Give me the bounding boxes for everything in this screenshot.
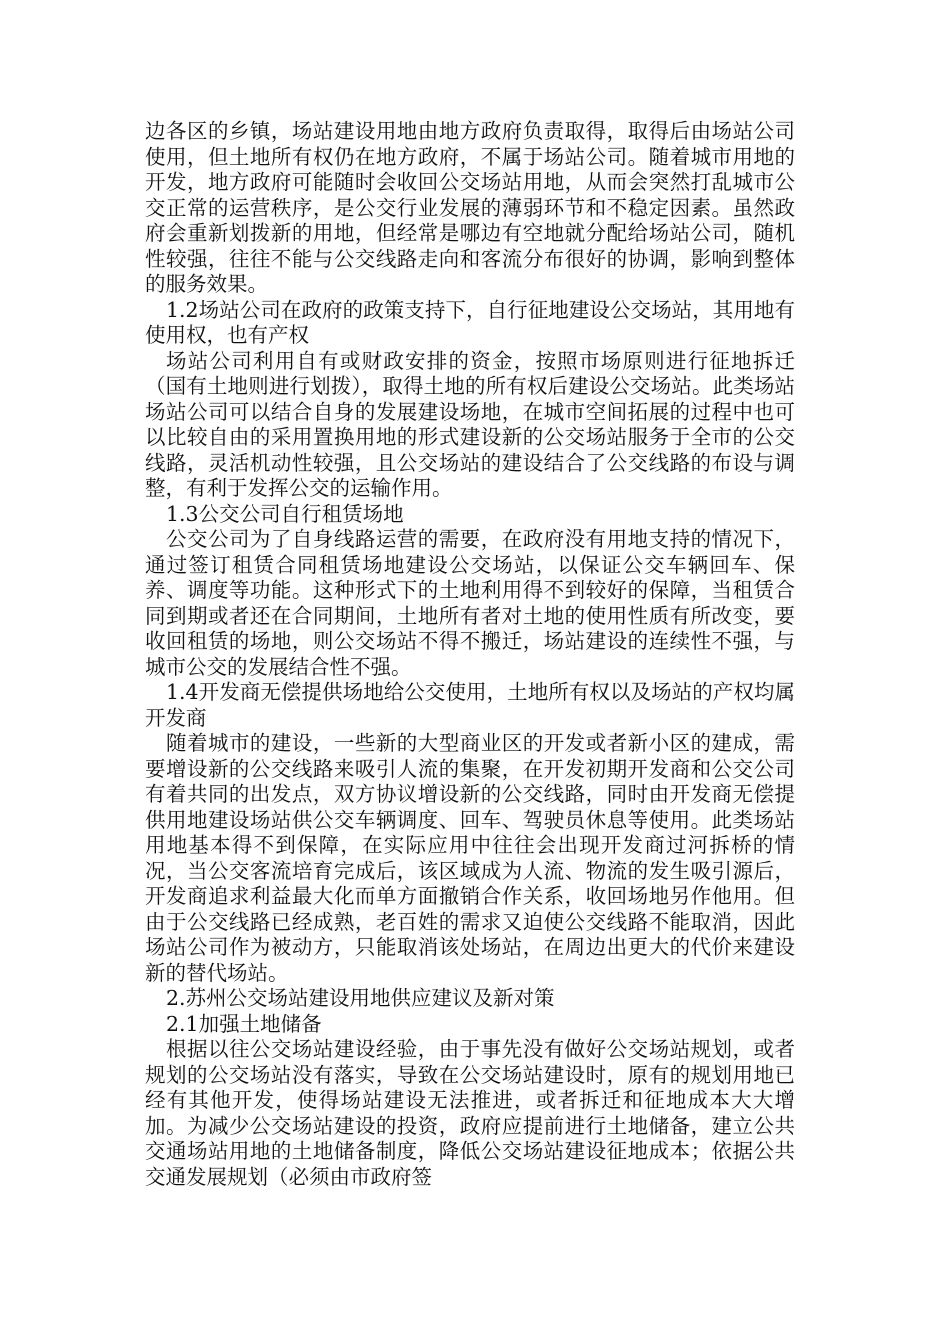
paragraph-1-4-body: 随着城市的建设，一些新的大型商业区的开发或者新小区的建成，需要增设新的公交线路来吸引人流的集聚，在开发初期开发商和公交公司有着共同的出发点，双方协议增设新的公交线路，同时由开发商无偿提供用地建设场站供公交车辆调度、回车、驾驶员休息等使用。此类场站用地基本得不到保障，在实际应用中往往会出现开发商过河拆桥的情况，当公交客流培育完成后，该区域成为人流、物流的发生吸引源后，开发商追求利益最大化而单方面撤销合作关系，收回场地另作他用。但由于公交线路已经成熟，老百姓的需求又迫使公交线路不能取消，因此场站公司作为被动方，只能取消该处场站，在周边出更大的代价来建设新的替代场站。 xyxy=(145,731,795,985)
paragraph-1-2-body: 场站公司利用自有或财政安排的资金，按照市场原则进行征地拆迁（国有土地则进行划拨），取得土地的所有权后建设公交场站。此类场站场站公司可以结合自身的发展建设场地，在城市空间拓展的过程中也可以比较自由的采用置换用地的形式建设新的公交场站服务于全市的公交线路，灵活机动性较强，且公交场站的建设结合了公交线路的布设与调整，有利于发挥公交的运输作用。 xyxy=(145,348,795,500)
paragraph-1-3-body: 公交公司为了自身线路运营的需要，在政府没有用地支持的情况下，通过签订租赁合同租赁场地建设公交场站，以保证公交车辆回车、保养、调度等功能。这种形式下的土地利用得不到较好的保障，当租赁合同到期或者还在合同期间，土地所有者对土地的使用性质有所改变，要收回租赁的场地，则公交场站不得不搬迁，场站建设的连续性不强，与城市公交的发展结合性不强。 xyxy=(145,527,795,679)
section-heading-1-4: 1.4开发商无偿提供场地给公交使用，土地所有权以及场站的产权均属开发商 xyxy=(145,680,795,730)
section-heading-2: 2.苏州公交场站建设用地供应建议及新对策 xyxy=(166,986,555,1010)
paragraph-continuation: 边各区的乡镇，场站建设用地由地方政府负责取得，取得后由场站公司使用，但土地所有权仍在地方政府，不属于场站公司。随着城市用地的开发，地方政府可能随时会收回公交场站用地，从而会突然打乱城市公交正常的运营秩序，是公交行业发展的薄弱环节和不稳定因素。虽然政府会重新划拨新的用地，但经常是哪边有空地就分配给场站公司，随机性较强，往往不能与公交线路走向和客流分布很好的协调，影响到整体的服务效果。 xyxy=(145,119,795,296)
paragraph-2-1-body: 根据以往公交场站建设经验，由于事先没有做好公交场站规划，或者规划的公交场站没有落实，导致在公交场站建设时，原有的规划用地已经有其他开发，使得场站建设无法推进，或者拆迁和征地成本大大增加。为减少公交场站建设的投资，政府应提前进行土地储备，建立公共交通场站用地的土地储备制度，降低公交场站建设征地成本；依据公共交通发展规划（必须由市政府签 xyxy=(145,1037,795,1189)
section-heading-1-3: 1.3公交公司自行租赁场地 xyxy=(166,501,404,526)
section-heading-2-1: 2.1加强土地储备 xyxy=(166,1011,322,1036)
section-heading-1-2: 1.2场站公司在政府的政策支持下，自行征地建设公交场站，其用地有使用权，也有产权 xyxy=(145,297,795,347)
document-page xyxy=(145,119,795,1190)
